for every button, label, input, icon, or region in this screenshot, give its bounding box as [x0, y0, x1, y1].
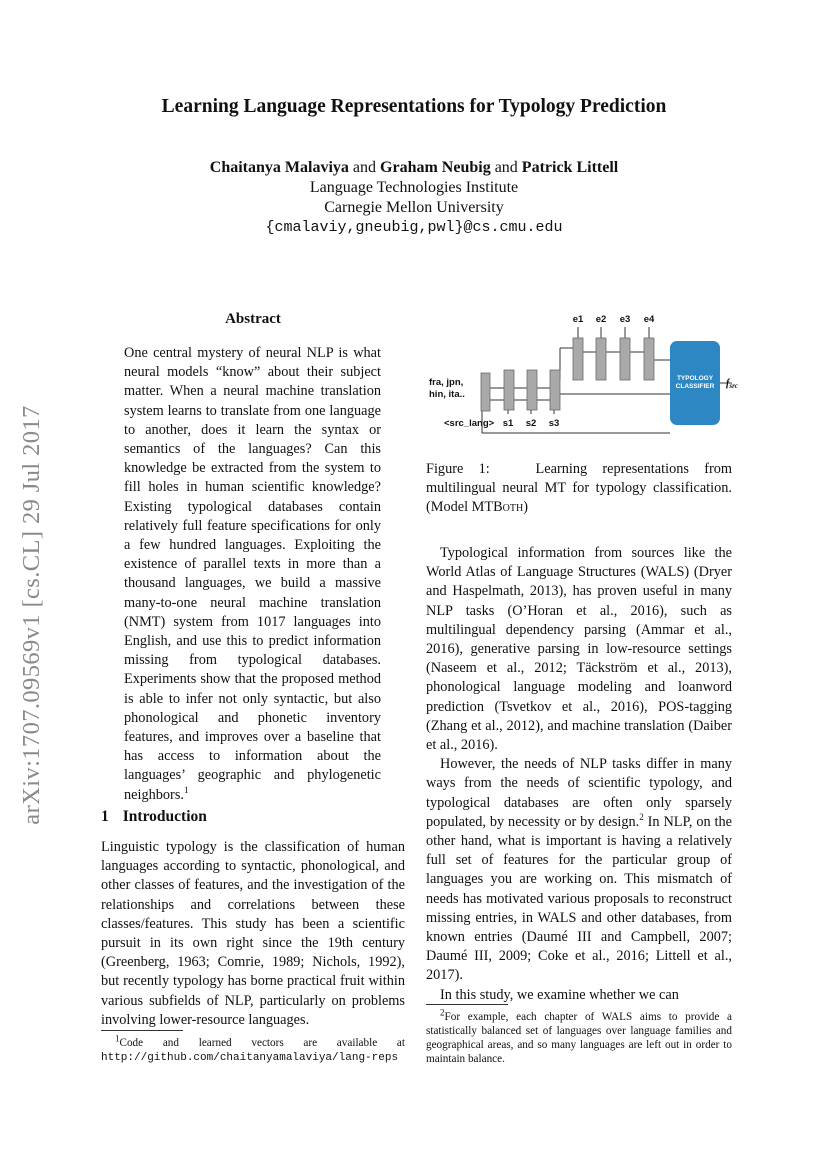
section-title: Introduction: [122, 808, 207, 825]
arxiv-id: arXiv:1707.09569v1 [cs.CL] 29 Jul 2017: [18, 405, 45, 825]
input-langs-line1: fra, jpn,: [429, 377, 464, 388]
author-3: Patrick Littell: [521, 159, 619, 176]
src-token-s1: s1: [502, 418, 514, 429]
and-word: and: [352, 159, 377, 176]
caption-end: ): [523, 499, 528, 516]
author-block: [0, 158, 828, 238]
src-token-lang: <src_lang>: [444, 418, 495, 429]
footnote-1-mark: 1: [115, 1033, 120, 1044]
caption-text: Learning representations from multilingual neural MT for typology classification. (Model MT: [426, 461, 732, 516]
abstract-heading: Abstract: [225, 311, 281, 327]
output-label-e2: e2: [595, 314, 607, 325]
footnote-1-text: Code and learned vectors are available at: [119, 1037, 405, 1049]
output-fsrc-label: $f_{src}$: [726, 378, 738, 390]
src-token-s3: s3: [548, 418, 560, 429]
classifier-label-line1: TYPOLOGY: [676, 375, 714, 382]
classifier-label-line2: CLASSIFIER: [675, 383, 715, 390]
output-label-e1: e1: [572, 314, 584, 325]
caption-prefix: Figure 1:: [426, 461, 490, 477]
footnote-ref-1[interactable]: 1: [183, 784, 189, 795]
footnote-ref-2[interactable]: 2: [639, 812, 644, 823]
figure-1-diagram: [420, 308, 750, 448]
abstract-text: One central mystery of neural NLP is what neural models “know” about their subject matter. When a neural machine translation system learns to translate from one language to another, does it learn the syntax or semantics of the languages? Can this knowledge be extracted from the system to fill holes in human scientific knowledge? Existing typological databases contain relatively full feature specifications for only a few hundred languages. Exploiting the existence of parallel texts in more than a thousand languages, we build a massive many-to-one neural machine translation (NMT) system from 1017 languages into English, and use this to predict information missing from typological databases. Experiments show that the proposed method is able to infer not only syntactic, but also phonological and phonetic inventory features, and improves over a baseline that has access to information about the languages’ geographic and phylogenetic neighbors.: [124, 345, 381, 803]
input-langs-line2: hin, ita..: [429, 389, 465, 400]
output-label-e3: e3: [619, 314, 631, 325]
section-heading-introduction: [101, 808, 207, 826]
code-url-link[interactable]: http://github.com/chaitanyamalaviya/lang-reps: [101, 1052, 399, 1064]
affiliation-institute: Language Technologies Institute: [309, 179, 519, 196]
intro-text: Linguistic typology is the classification of human languages according to syntactic, phonological, and other classes of features, and the investigation of the relationships and correlations between these classes/features. This study has been a scientific pursuit in its own right since the 19th century (Greenberg, 1963; Comrie, 1989; Nichols, 1992), but recently typology has borne practical fruit within various subfields of NLP, particularly on problems involving lower-resource languages.: [101, 839, 405, 1028]
src-token-s2: s2: [525, 418, 537, 429]
output-label-e4: e4: [643, 314, 655, 325]
footnote-2-mark: 2: [440, 1007, 445, 1018]
right-paragraph-3: In this study, we examine whether we can: [440, 986, 679, 1003]
author-2: Graham Neubig: [380, 159, 491, 176]
affiliation-university: Carnegie Mellon University: [324, 199, 504, 216]
footnote-2-text: For example, each chapter of WALS aims to provide a statistically balanced set of languages over language families and geographical areas, and so many languages are left out in order to maintain balance.: [426, 1011, 732, 1065]
paper-title: Learning Language Representations for Typology Prediction: [161, 96, 667, 117]
figure-1-caption: [426, 460, 732, 518]
abstract-body: [124, 344, 381, 805]
author-names: [0, 158, 828, 178]
right-paragraph-1: Typological information from sources like the World Atlas of Language Structures (WALS) (Dryer and Haspelmath, 2013), has proven useful in many NLP tasks (O’Horan et al., 2016), such as multilingual dependency parsing (Ammar et al., 2016), generative parsing in low-resource settings (Naseem et al., 2012; Täckström et al., 2013), phonological language modeling and loanword prediction (Tsvetkov et al., 2016), POS-tagging (Zhang et al., 2012), and machine translation (Daiber et al., 2016).: [426, 545, 732, 754]
footnote-1: [101, 1033, 405, 1065]
footnote-2: [426, 1007, 732, 1066]
right-column: [426, 544, 732, 1005]
footnote-rule: [101, 1030, 183, 1031]
author-email: {cmalaviy,gneubig,pwl}@cs.cmu.edu: [265, 219, 563, 236]
section-number: 1: [101, 808, 109, 825]
and-word: and: [494, 159, 518, 176]
arxiv-sidebar: [12, 380, 52, 850]
caption-model: Both: [493, 499, 524, 516]
right-paragraph-2: However, the needs of NLP tasks differ in many ways from the needs of scientific typology, and typological databases are often only sparsely populated, by necessity or by design.$^2$ In NLP, on the other hand, what is important is having a relatively full set of features for the particular group of languages you are working on. This mismatch of needs has motivated various proposals to reconstruct missing entries, in WALS and other databases, from known entries (Daumé III and Campbell, 2007; Daumé III, 2009; Coke et al., 2016; Littell et al., 2017).: [426, 756, 733, 984]
author-1: Chaitanya Malaviya: [209, 159, 349, 176]
footnote-rule-right: [426, 1004, 508, 1005]
intro-paragraph: [101, 838, 405, 1030]
